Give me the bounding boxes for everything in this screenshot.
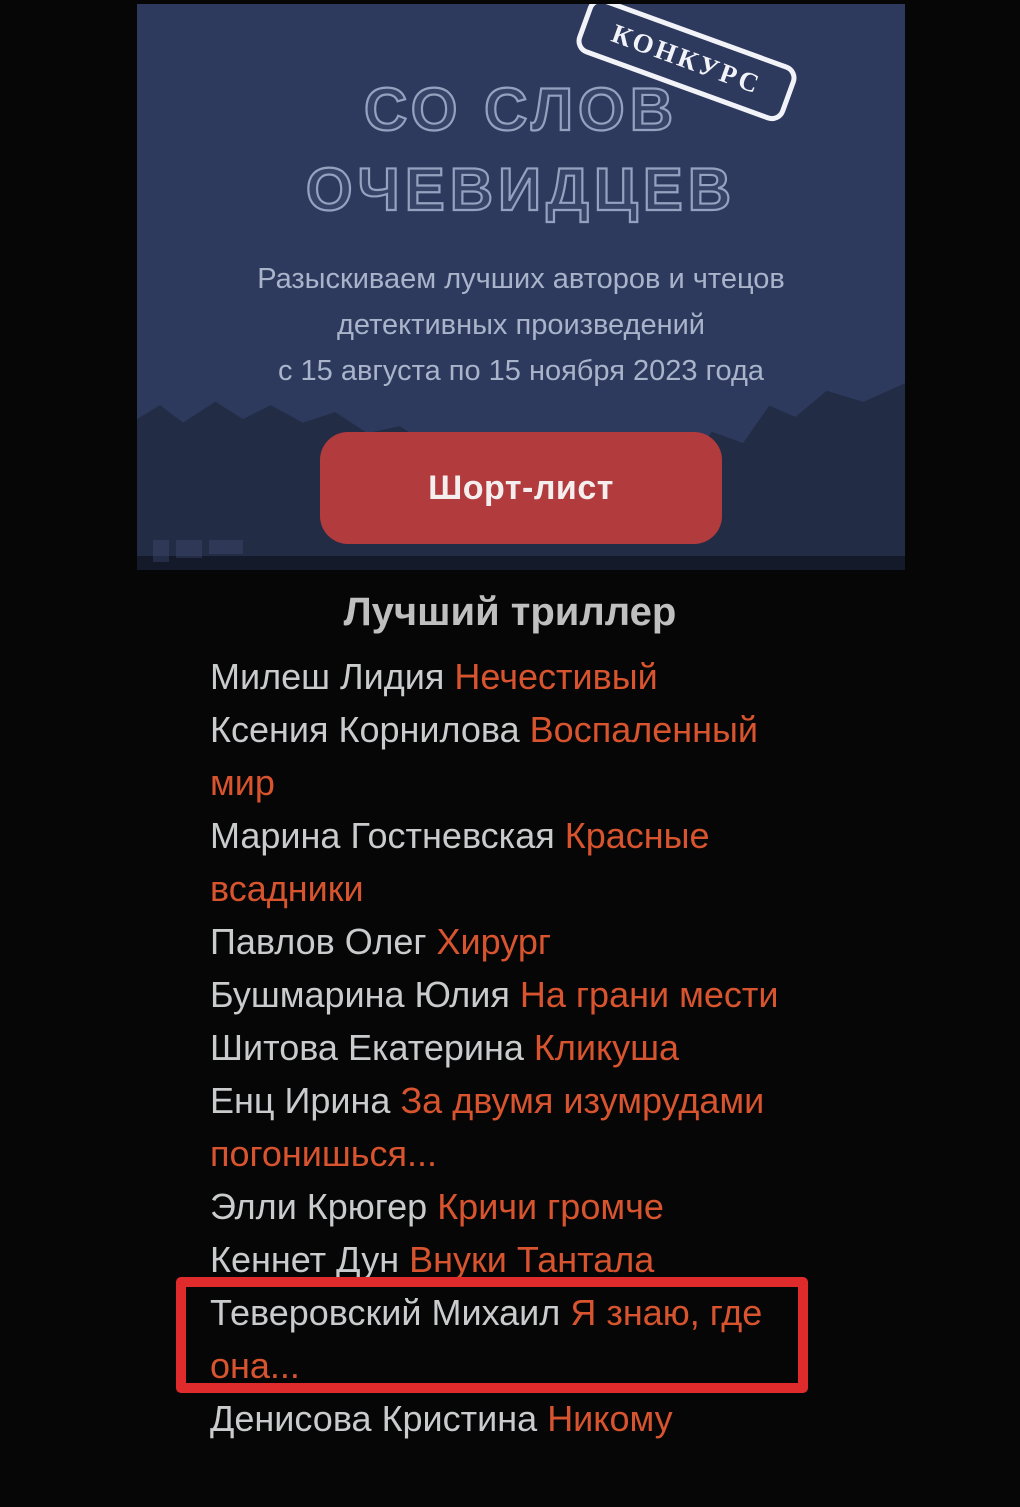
entry-author: Павлов Олег [210,921,427,962]
shortlist-heading: Лучший триллер [343,590,677,634]
entry-author: Енц Ирина [210,1080,391,1121]
banner-subtitle-line2: детективных произведений [337,309,705,341]
shortlist-entry [210,1392,780,1445]
banner-subtitle-line1: Разыскиваем лучших авторов и чтецов [257,263,785,295]
entry-author: Денисова Кристина [210,1398,538,1439]
entry-title[interactable]: За двумя изумрудами погонишься... [210,1080,765,1174]
entry-author: Милеш Лидия [210,656,445,697]
entry-title[interactable]: На грани мести [519,974,779,1015]
banner-subtitle-line3: с 15 августа по 15 ноября 2023 года [277,355,765,387]
entry-author: Марина Гостневская [210,815,555,856]
shortlist-entry [210,915,780,968]
shortlist-entry [210,703,780,809]
banner-title-line2: ОЧЕВИДЦЕВ [305,156,737,223]
entry-title[interactable]: Я знаю, где она... [210,1292,763,1386]
faint-watermark [153,540,243,562]
entry-title[interactable]: Кликуша [533,1027,680,1068]
shortlist-button[interactable]: Шорт-лист [320,432,722,544]
entry-title[interactable]: Кричи громче [437,1186,664,1227]
shortlist-section [210,586,780,1445]
entry-author: Шитова Екатерина [210,1027,524,1068]
shortlist-entry [210,1180,780,1233]
entry-title[interactable]: Воспаленный мир [210,709,758,803]
shortlist-entry [210,1074,780,1180]
banner-subtitle [137,256,905,394]
entry-title[interactable]: Красные всадники [210,815,710,909]
shortlist-entry [210,650,780,703]
entry-title[interactable]: Никому [547,1398,673,1439]
entry-title[interactable]: Хирург [436,921,552,962]
banner-title [137,70,905,230]
entry-author: Бушмарина Юлия [210,974,510,1015]
entry-author: Ксения Корнилова [210,709,520,750]
entry-title[interactable]: Нечестивый [454,656,658,697]
contest-stamp-badge: КОНКУРС [572,4,800,125]
shortlist-entry [210,809,780,915]
shortlist-entry [210,968,780,1021]
shortlist-entries [210,650,780,1445]
banner-title-line1: СО СЛОВ [363,76,679,143]
shortlist-entry [210,1233,780,1286]
entry-title[interactable]: Внуки Тантала [409,1239,655,1280]
entry-author: Элли Крюгер [210,1186,428,1227]
contest-banner [137,4,905,570]
banner-bottom-strip [137,556,905,570]
shortlist-entry [210,1286,780,1392]
entry-author: Теверовский Михаил [210,1292,561,1333]
entry-author: Кеннет Дун [210,1239,400,1280]
shortlist-entry [210,1021,780,1074]
